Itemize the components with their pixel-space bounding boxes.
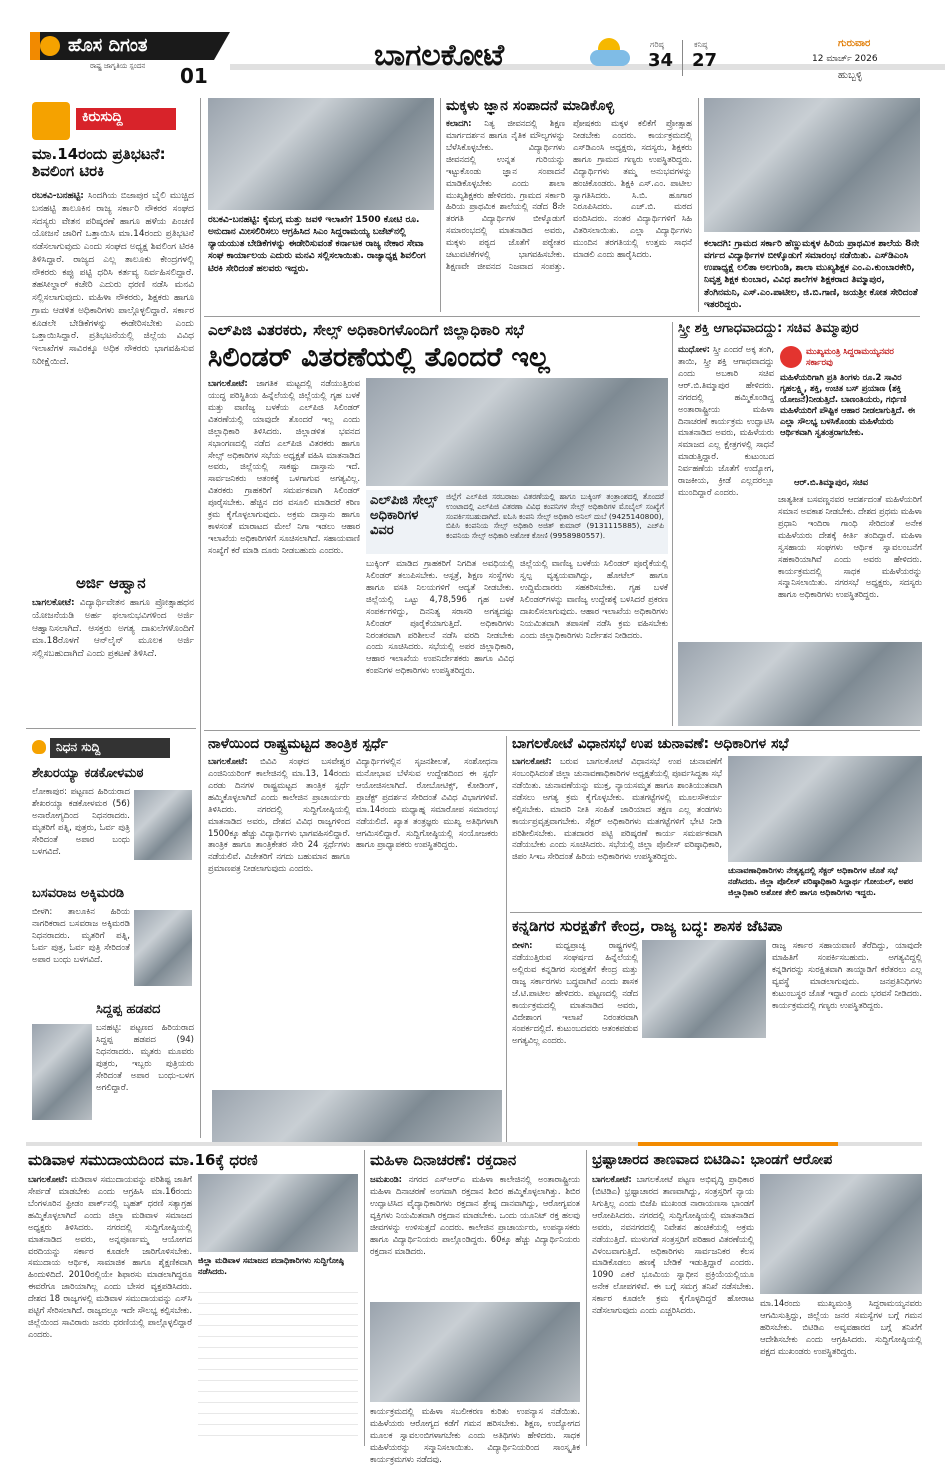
max-temp: 34 xyxy=(648,50,674,71)
rashtra-text-a: ಬಿವಿವಿ ಸಂಘದ ಬಸವೇಶ್ವರ ಎಂಜಿನಿಯರಿಂಗ್ ಕಾಲೇಜಿನಲ್ಲಿ ಮಾ.13, 14ರಂದು ಎರಡು ದಿನಗಳ ರಾಷ್ಟ್ರಮಟ್ಟದ ತಾಂತ್ರಿಕ ಸ್ಪರ್ಧೆ ಹಮ್ಮಿಕೊಳ್ಳಲಾಗಿದೆ ಎಂದು ಕಾಲೇಜಿನ ಪ್ರಾಚಾರ್ಯರು ತಿಳಿಸಿದರು. ನಗರದಲ್ಲಿ ಸುದ್ದಿಗೋಷ್ಠಿಯಲ್ಲಿ ಮಾತನಾಡಿದ ಅವರು, ದೇಶದ ವಿವಿಧ ರಾಜ್ಯಗಳಿಂದ 1500ಕ್ಕೂ ಹೆಚ್ಚು ವಿದ್ಯಾರ್ಥಿಗಳು ಭಾಗವಹಿಸಲಿದ್ದಾರೆ. ತಾಂತ್ರಿಕ ಹಾಗೂ ತಾಂತ್ರಿಕೇತರ ಸೇರಿ 24 ಸ್ಪರ್ಧೆಗಳು ನಡೆಯಲಿವೆ. ವಿಜೇತರಿಗೆ ನಗದು ಬಹುಮಾನ ಹಾಗೂ ಪ್ರಮಾಣಪತ್ರ ನೀಡಲಾಗುವುದು ಎಂದರು. xyxy=(208,756,351,874)
upachunavane-place: ಬಾಗಲಕೋಟೆ: xyxy=(512,756,552,766)
brand-name: ಹೊಸ ದಿಗಂತ xyxy=(68,35,148,56)
school-caption: ಕಲಾದಗಿ: ಗ್ರಾಮದ ಸರ್ಕಾರಿ ಹೆಣ್ಣುಮಕ್ಕಳ ಹಿರಿಯ ಪ್ರಾಥಮಿಕ ಶಾಲೆಯ 8ನೇ ವರ್ಗದ ವಿದ್ಯಾರ್ಥಿಗಳ ಬೀಳ್ಕೊಡುಗೆ ಸಮಾರಂಭ ನಡೆಯಿತು. ಎಸ್‌ಡಿಎಂಸಿ ಉಪಾಧ್ಯಕ್ಷೆ ಲಲಿತಾ ಅಲಗುಂಡಿ, ಶಾಲಾ ಮುಖ್ಯಶಿಕ್ಷಕ ಎಂ.ಎ.ಕುಂಬಾರಕೇರಿ, ನಿವೃತ್ತ ಶಿಕ್ಷಕ ಕುಂಬಾರ, ವಿವಿಧ ಶಾಲೆಗಳ ಶಿಕ್ಷಕರಾದ ತಿಮ್ಮಾಪುರ, ತೆಂಗಿನಮನಿ, ಎಸ್.ಎಂ.ಪಾಟೀಲ, ಜಿ.ಬಿ.ಗಾಣಿ, ಜಯಶ್ರೀ ಕೋತ ಸೇರಿದಂತೆ ಇತರರಿದ್ದರು. xyxy=(704,239,920,310)
meeting-photo xyxy=(366,378,668,486)
madivala-caption: ಜಿಲ್ಲಾ ಮಡಿವಾಳ ಸಮಾಜದ ಪದಾಧಿಕಾರಿಗಳು ಸುದ್ದಿಗೋಷ್ಠಿ ನಡೆಸಿದರು. xyxy=(198,1256,344,1276)
brand-tagline: ರಾಷ್ಟ್ರ ಜಾಗೃತಿಯ ಸ್ಪಂದನ xyxy=(90,62,146,70)
stree-headline: ಸ್ತ್ರೀ ಶಕ್ತಿ ಆಗಾಧವಾದದ್ದು: ಸಚಿವ ತಿಮ್ಮಾಪುರ xyxy=(678,321,859,336)
weavers-caption: ರಬಕವಿ-ಬನಹಟ್ಟಿ: ಕೈಮಗ್ಗ ಮತ್ತು ಜವಳಿ ಇಲಾಖೆಗೆ 1500 ಕೋಟಿ ರೂ. ಅನುದಾನ ಮೀಸಲಿರಿಸಲು ಆಗ್ರಹಿಸಿದ ಸಿಎಂ ಸಿದ್ದರಾಮಯ್ಯ ಬಜೆಟ್‌ನಲ್ಲಿ ನ್ಯಾಯಯುತ ಬೇಡಿಕೆಗಳನ್ನು ಈಡೇರಿಸುವಂತೆ ಕರ್ನಾಟಕ ರಾಜ್ಯ ನೇಕಾರ ಸೇವಾ ಸಂಘ ಕಾರ್ಯಾಲಯ ಎದುರು ಮನವಿ ಸಲ್ಲಿಸಲಾಯಿತು. ರಾಜ್ಯಾಧ್ಯಕ್ಷ ಶಿವಲಿಂಗ ಟಿರಕಿ ಸೇರಿದಂತೆ ಹಲವರು ಇದ್ದರು. xyxy=(208,215,426,274)
makkalu-headline: ಮಕ್ಕಳು ಜ್ಞಾನ ಸಂಪಾದನೆ ಮಾಡಿಕೊಳ್ಳಿ xyxy=(446,98,615,114)
bhrashtachara-body xyxy=(592,1174,754,1446)
quote-mark-icon xyxy=(780,346,802,368)
min-temp-label: ಕನಿಷ್ಠ xyxy=(694,40,708,49)
divider xyxy=(204,730,920,731)
stree-body-b: ಜಾತ್ಯತೀತ ಬಸವಣ್ಣನವರ ಆದರ್ಶದಂತೆ ಮಹಿಳೆಯರಿಗೆ ಸಮಾನ ಅವಕಾಶ ನೀಡಬೇಕು. ದೇಶದ ಪ್ರಥಮ ಮಹಿಳಾ ಪ್ರಧಾನಿ ಇಂದಿರಾ ಗಾಂಧಿ ಸೇರಿದಂತೆ ಅನೇಕ ಮಹಿಳೆಯರು ದೇಶಕ್ಕೆ ಕೀರ್ತಿ ತಂದಿದ್ದಾರೆ. ಮಹಿಳಾ ಸ್ವಸಹಾಯ ಸಂಘಗಳು ಆರ್ಥಿಕ ಸ್ವಾವಲಂಬನೆಗೆ ಸಹಕಾರಿಯಾಗಿವೆ ಎಂದು ಅವರು ಹೇಳಿದರು. ಕಾರ್ಯಕ್ರಮದಲ್ಲಿ ಸಾಧಕ ಮಹಿಳೆಯರನ್ನು ಸನ್ಮಾನಿಸಲಾಯಿತು. ನಗರಸಭೆ ಅಧ್ಯಕ್ಷರು, ಸದಸ್ಯರು ಹಾಗೂ ಅಧಿಕಾರಿಗಳು ಉಪಸ್ಥಿತರಿದ್ದರು. xyxy=(778,494,923,600)
weavers-photo xyxy=(208,98,434,210)
obituary-body: ಲೋಕಾಪುರ: ಪಟ್ಟಣದ ಹಿರಿಯರಾದ ಶೇಖರಯ್ಯಾ ಕಡಕೋಳಮಠ (56) ಅನಾರೋಗ್ಯದಿಂದ ನಿಧನರಾದರು. ಮೃತರಿಗೆ ಪತ್ನಿ, ಪುತ್ರರು, ಓರ್ವ ಪುತ್ರಿ ಸೇರಿದಂತೆ ಅಪಾರ ಬಂಧು ಬಳಗವಿದೆ. xyxy=(32,787,130,858)
brand-orange-flag-icon xyxy=(30,32,40,60)
column-rule xyxy=(698,98,699,312)
lpg-info-box xyxy=(366,490,668,554)
max-temp-label: ಗರಿಷ್ಠ xyxy=(650,40,664,49)
weather-icon xyxy=(590,38,632,70)
madivala-body-b xyxy=(198,1282,358,1446)
temp-divider xyxy=(682,40,683,76)
lpg-box-body: ಜಿಲ್ಲೆಗೆ ಎಲ್‌ಪಿಜಿ ಸರಬರಾಜು ವಿತರಣೆಯಲ್ಲಿ ಹಾಗೂ ಬುಕ್ಕಿಂಗ್ ತಂತ್ರಾಂಶದಲ್ಲಿ ತೊಂದರೆ ಉಂಟಾದಲ್ಲಿ ಎಲ್‌ಪಿಜಿ ವಿತರಣಾ ವಿವಿಧ ಕಂಪನಿಗಳ ಸೇಲ್ಸ್ ಅಧಿಕಾರಿಗಳ ಮೊಬೈಲ್ ಸಂಖ್ಯೆಗೆ ಸಂಪರ್ಕಿಸಬಹುದಾಗಿದೆ. ಐಓಸಿ ಕಂಪನಿ ಸೇಲ್ಸ್ ಅಧಿಕಾರಿ ಅನಿಲ್ ದುಬೆ (9425140800), ಬಿಪಿಸಿ ಕಂಪನಿಯ ಸೇಲ್ಸ್ ಅಧಿಕಾರಿ ಅಜಿತ್ ಕುಮಾರ್ (9131115885), ಎಚ್‌ಪಿ ಕಂಪನಿಯ ಸೇಲ್ಸ್ ಅಧಿಕಾರಿ ಅಶೋಕ ಕೋಣಿ (9958980557). xyxy=(446,492,664,541)
obituary-photo xyxy=(32,1024,92,1120)
makkalu-body xyxy=(446,118,692,312)
madivala-place: ಬಾಗಲಕೋಟೆ: xyxy=(28,1174,68,1184)
cylinder-kicker: ಎಲ್‌ಪಿಜಿ ವಿತರಕರು, ಸೇಲ್ಸ್ ಅಧಿಕಾರಿಗಳೊಂದಿಗೆ ಜಿಲ್ಲಾಧಿಕಾರಿ ಸಭೆ xyxy=(208,321,525,339)
nidhana-section xyxy=(26,734,196,1129)
kirusuddi-headline: ಮಾ.14ರಂದು ಪ್ರತಿಭಟನೆ: ಶಿವಲಿಂಗ ಟಿರಕಿ xyxy=(32,145,166,181)
obituary-name: ಶೇಖರಯ್ಯಾ ಕಡಕೋಳಮಠ xyxy=(32,766,144,781)
obituary-photo xyxy=(134,790,192,860)
column-rule xyxy=(200,98,201,1138)
kirusuddi-body xyxy=(32,190,194,575)
kannadigara-body-b: ರಾಜ್ಯ ಸರ್ಕಾರ ಸಹಾಯವಾಣಿ ತೆರೆದಿದ್ದು, ಯಾವುದೇ ಮಾಹಿತಿಗೆ ಸಂಪರ್ಕಿಸಬಹುದು. ಅಗತ್ಯವಿದ್ದಲ್ಲಿ ಕನ್ನಡಿಗರನ್ನು ಸುರಕ್ಷಿತವಾಗಿ ತಾಯ್ನಾಡಿಗೆ ಕರೆತರಲು ಎಲ್ಲ ವ್ಯವಸ್ಥೆ ಮಾಡಲಾಗುವುದು. ಜನಪ್ರತಿನಿಧಿಗಳು ಕುಟುಂಬಸ್ಥರ ಜೊತೆ ಇದ್ದಾರೆ ಎಂದು ಭರವಸೆ ನೀಡಿದರು. ಕಾರ್ಯಕ್ರಮದಲ್ಲಿ ಗಣ್ಯರು ಉಪಸ್ಥಿತರಿದ್ದರು. xyxy=(772,940,922,1010)
cylinder-headline: ಸಿಲಿಂಡರ್ ವಿತರಣೆಯಲ್ಲಿ ತೊಂದರೆ ಇಲ್ಲ xyxy=(208,342,550,373)
column-rule xyxy=(672,322,673,726)
kirusuddi-place: ರಬಕವಿ-ಬನಹಟ್ಟಿ: xyxy=(32,191,84,201)
madivala-photo xyxy=(198,1174,358,1252)
stree-quote: ಮಹಿಳೆಯರಿಗಾಗಿ ಪ್ರತಿ ತಿಂಗಳು ರೂ.2 ಸಾವಿರ ಗೃಹಲಕ್ಷ್ಮಿ, ಶಕ್ತಿ, ಉಚಿತ ಬಸ್ ಪ್ರಯಾಣ (ಶಕ್ತಿ ಯೋಜನೆ)ನೀಡುತ್ತಿದೆ. ಬಾಣಂತಿಯರು, ಗರ್ಭಿಣಿ ಮಹಿಳೆಯರಿಗೆ ಪೌಷ್ಟಿಕ ಆಹಾರ ನೀಡಲಾಗುತ್ತಿದೆ. ಈ ಎಲ್ಲಾ ಸೌಲಭ್ಯ ಬಳಸಿಕೊಂಡು ಮಹಿಳೆಯರು ಆರ್ಥಿಕವಾಗಿ ಸ್ವತಂತ್ರರಾಗಬೇಕು. xyxy=(780,372,915,437)
bhrashtachara-text: ಬಾಗಲಕೋಟೆ ಪಟ್ಟಣ ಅಭಿವೃದ್ಧಿ ಪ್ರಾಧಿಕಾರ (ಬಿಟಿಡಿಎ) ಭ್ರಷ್ಟಾಚಾರದ ತಾಣವಾಗಿದ್ದು, ಸಂತ್ರಸ್ತರಿಗೆ ನ್ಯಾಯ ಸಿಗುತ್ತಿಲ್ಲ ಎಂದು ಬಿಜೆಪಿ ಮುಖಂಡ ನಾರಾಯಣಸಾ ಭಾಂಡಗೆ ಆರೋಪಿಸಿದರು. ನಗರದಲ್ಲಿ ಸುದ್ದಿಗೋಷ್ಠಿಯಲ್ಲಿ ಮಾತನಾಡಿದ ಅವರು, ನವನಗರದಲ್ಲಿ ನಿವೇಶನ ಹಂಚಿಕೆಯಲ್ಲಿ ಅಕ್ರಮ ನಡೆಯುತ್ತಿದೆ. ಮುಳುಗಡೆ ಸಂತ್ರಸ್ತರಿಗೆ ಪರಿಹಾರ ವಿತರಣೆಯಲ್ಲಿ ವಿಳಂಬವಾಗುತ್ತಿದೆ. ಅಧಿಕಾರಿಗಳು ಸಾರ್ವಜನಿಕರ ಕೆಲಸ ಮಾಡಿಕೊಡಲು ಹಣಕ್ಕೆ ಬೇಡಿಕೆ ಇಡುತ್ತಿದ್ದಾರೆ ಎಂದರು. 1090 ಎಕರೆ ಭೂಮಿಯ ಸ್ವಾಧೀನ ಪ್ರಕ್ರಿಯೆಯಲ್ಲಿಯೂ ಅನೇಕ ಲೋಪಗಳಿವೆ. ಈ ಬಗ್ಗೆ ಸಮಗ್ರ ತನಿಖೆ ನಡೆಸಬೇಕು. ಸರ್ಕಾರ ಕೂಡಲೇ ಕ್ರಮ ಕೈಗೊಳ್ಳದಿದ್ದರೆ ಹೋರಾಟ ನಡೆಸಲಾಗುವುದು ಎಂದು ಎಚ್ಚರಿಸಿದರು. xyxy=(592,1174,754,1316)
divider xyxy=(26,728,196,729)
mahila-body-b: ಕಾರ್ಯಕ್ರಮದಲ್ಲಿ ಮಹಿಳಾ ಸಬಲೀಕರಣ ಕುರಿತು ಉಪನ್ಯಾಸ ನಡೆಯಿತು. ಮಹಿಳೆಯರು ಆರೋಗ್ಯದ ಕಡೆಗೆ ಗಮನ ಹರಿಸಬೇಕು. ಶಿಕ್ಷಣ, ಉದ್ಯೋಗದ ಮೂಲಕ ಸ್ವಾವಲಂಬಿಗಳಾಗಬೇಕು ಎಂದು ಅತಿಥಿಗಳು ಹೇಳಿದರು. ಸಾಧಕ ಮಹಿಳೆಯರನ್ನು ಸನ್ಮಾನಿಸಲಾಯಿತು. ವಿದ್ಯಾರ್ಥಿನಿಯರಿಂದ ಸಾಂಸ್ಕೃತಿಕ ಕಾರ್ಯಕ್ರಮಗಳು ನಡೆದವು. xyxy=(370,1406,580,1464)
stree-photo xyxy=(678,642,922,726)
brand-emblem-icon xyxy=(40,36,60,56)
school-photo xyxy=(704,98,920,232)
color-strip-accent xyxy=(638,1142,838,1146)
column-rule xyxy=(440,98,441,312)
cylinder-body-a xyxy=(208,378,360,724)
min-temp: 27 xyxy=(692,50,718,71)
kannadigara-place: ಬೀಳಗಿ: xyxy=(512,940,533,950)
arji-text: ವಿದ್ಯಾರ್ಥಿವೇತನ ಹಾಗೂ ಪ್ರೋತ್ಸಾಹಧನ ಯೋಜನೆಯಡಿ ಅರ್ಹ ಫಲಾನುಭವಿಗಳಿಂದ ಅರ್ಜಿ ಆಹ್ವಾನಿಸಲಾಗಿದೆ. ಆಸಕ್ತರು ಅಗತ್ಯ ದಾಖಲೆಗಳೊಂದಿಗೆ ಮಾ.18ರೊಳಗೆ ಆನ್‌ಲೈನ್ ಮೂಲಕ ಅರ್ಜಿ ಸಲ್ಲಿಸಬಹುದಾಗಿದೆ ಎಂದು ಪ್ರಕಟಣೆ ತಿಳಿಸಿದೆ. xyxy=(32,598,194,660)
kannadigara-headline: ಕನ್ನಡಿಗರ ಸುರಕ್ಷತೆಗೆ ಕೇಂದ್ರ, ರಾಜ್ಯ ಬದ್ಧ: ಶಾಸಕ ಜೆಟಿಪಾ xyxy=(512,917,783,935)
issue-date: 12 ಮಾರ್ಚ್ 2026 xyxy=(812,54,878,64)
bhrashtachara-headline: ಭ್ರಷ್ಟಾಚಾರದ ತಾಣವಾದ ಬಿಟಿಡಿಎ: ಭಾಂಡಗೆ ಆರೋಪ xyxy=(592,1152,833,1168)
cylinder-text-a: ಜಾಗತಿಕ ಮಟ್ಟದಲ್ಲಿ ನಡೆಯುತ್ತಿರುವ ಯುದ್ಧ ಪರಿಸ್ಥಿತಿಯ ಹಿನ್ನೆಲೆಯಲ್ಲಿ ಜಿಲ್ಲೆಯಲ್ಲಿ ಗೃಹ ಬಳಕೆ ಮತ್ತು ವಾಣಿಜ್ಯ ಬಳಕೆಯ ಎಲ್‌ಪಿಜಿ ಸಿಲಿಂಡರ್ ವಿತರಣೆಯಲ್ಲಿ ಯಾವುದೇ ತೊಂದರೆ ಇಲ್ಲ ಎಂದು ಜಿಲ್ಲಾಧಿಕಾರಿ ತಿಳಿಸಿದರು. ಜಿಲ್ಲಾಡಳಿತ ಭವನದ ಸಭಾಂಗಣದಲ್ಲಿ ನಡೆದ ಎಲ್‌ಪಿಜಿ ವಿತರಕರು ಹಾಗೂ ಸೇಲ್ಸ್ ಅಧಿಕಾರಿಗಳ ಸಭೆಯ ಅಧ್ಯಕ್ಷತೆ ವಹಿಸಿ ಮಾತನಾಡಿದ ಅವರು, ಜಿಲ್ಲೆಯಲ್ಲಿ ಸಾಕಷ್ಟು ದಾಸ್ತಾನು ಇದೆ. ಸಾರ್ವಜನಿಕರು ಆತಂಕಕ್ಕೆ ಒಳಗಾಗುವ ಅಗತ್ಯವಿಲ್ಲ. ವಿತರಕರು ಗ್ರಾಹಕರಿಗೆ ಸಮರ್ಪಕವಾಗಿ ಸಿಲಿಂಡರ್ ಪೂರೈಸಬೇಕು. ಹೆಚ್ಚಿನ ದರ ವಸೂಲಿ ಮಾಡಿದರೆ ಕಠಿಣ ಕ್ರಮ ಕೈಗೊಳ್ಳಲಾಗುವುದು. ಅಕ್ರಮ ದಾಸ್ತಾನು ಹಾಗೂ ಕಾಳಸಂತೆ ಮಾರಾಟದ ಮೇಲೆ ನಿಗಾ ಇಡಲು ಆಹಾರ ಇಲಾಖೆಯ ಅಧಿಕಾರಿಗಳಿಗೆ ಸೂಚಿಸಲಾಗಿದೆ. ಸಹಾಯವಾಣಿ ಸಂಖ್ಯೆಗೆ ಕರೆ ಮಾಡಿ ದೂರು ನೀಡಬಹುದು ಎಂದರು. xyxy=(208,378,360,555)
arji-place: ಬಾಗಲಕೋಟೆ: xyxy=(32,598,75,608)
rashtra-body-b: ವಿದ್ಯಾರ್ಥಿಗಳಲ್ಲಿನ ಸೃಜನಶೀಲತೆ, ಸಂಶೋಧನಾ ಮನೋಭಾವ ಬೆಳೆಸುವ ಉದ್ದೇಶದಿಂದ ಈ ಸ್ಪರ್ಧೆ ಆಯೋಜಿಸಲಾಗಿದೆ. ರೋಬೋಟಿಕ್ಸ್, ಕೋಡಿಂಗ್, ಪ್ರಾಜೆಕ್ಟ್ ಪ್ರದರ್ಶನ ಸೇರಿದಂತೆ ವಿವಿಧ ವಿಭಾಗಗಳಿವೆ. ಮಾ.14ರಂದು ಮಧ್ಯಾಹ್ನ ಸಮಾರೋಪ ಸಮಾರಂಭ ನಡೆಯಲಿದೆ. ಖ್ಯಾತ ತಂತ್ರಜ್ಞರು ಮುಖ್ಯ ಅತಿಥಿಗಳಾಗಿ ಆಗಮಿಸಲಿದ್ದಾರೆ. ಸುದ್ದಿಗೋಷ್ಠಿಯಲ್ಲಿ ಸಂಯೋಜಕರು ಹಾಗೂ ಪ್ರಾಧ್ಯಾಪಕರು ಉಪಸ್ಥಿತರಿದ್ದರು. xyxy=(356,756,498,850)
issue-city: ಹುಬ್ಬಳ್ಳಿ xyxy=(838,70,863,81)
brand-block xyxy=(30,32,230,86)
upachunavane-caption: ಚುನಾವಣಾಧಿಕಾರಿಗಳು ನೇತೃತ್ವದಲ್ಲಿ ಸೆಕ್ಟರ್ ಅಧಿಕಾರಿಗಳ ಜೊತೆ ಸಭೆ ನಡೆಸಿದರು. ಜಿಲ್ಲಾ ಪೊಲೀಸ್ ವರಿಷ್ಠಾಧಿಕಾರಿ ಸಿದ್ದಾರ್ಥ ಗೋಯಲ್, ಅಪರ ಜಿಲ್ಲಾಧಿಕಾರಿ ಅಶೋಕ ತೇಲಿ ಹಾಗೂ ಅಧಿಕಾರಿಗಳು ಇದ್ದರು. xyxy=(728,866,914,897)
kannadigara-text-a: ಮಧ್ಯಪ್ರಾಚ್ಯ ರಾಷ್ಟ್ರಗಳಲ್ಲಿ ನಡೆಯುತ್ತಿರುವ ಸಂಘರ್ಷದ ಹಿನ್ನೆಲೆಯಲ್ಲಿ ಅಲ್ಲಿರುವ ಕನ್ನಡಿಗರ ಸುರಕ್ಷತೆಗೆ ಕೇಂದ್ರ ಮತ್ತು ರಾಜ್ಯ ಸರ್ಕಾರಗಳು ಬದ್ಧವಾಗಿವೆ ಎಂದು ಶಾಸಕ ಜೆ.ಟಿ.ಪಾಟೀಲ ಹೇಳಿದರು. ಪಟ್ಟಣದಲ್ಲಿ ನಡೆದ ಕಾರ್ಯಕ್ರಮದಲ್ಲಿ ಮಾತನಾಡಿದ ಅವರು, ವಿದೇಶಾಂಗ ಇಲಾಖೆ ನಿರಂತರವಾಗಿ ಸಂಪರ್ಕದಲ್ಲಿದೆ. ಕುಟುಂಬದವರು ಆತಂಕಪಡುವ ಅಗತ್ಯವಿಲ್ಲ ಎಂದರು. xyxy=(512,940,638,1046)
obituary-photo xyxy=(134,910,192,986)
kirusuddi-text: ಸಿಂದಗಿಯ ಬಿಜಾಪುರ ಬೈಲಿ ಮುಚ್ಚಿದ ಬನಹಟ್ಟಿ ತಾಲೂಕಿನ ರಾಜ್ಯ ಸರ್ಕಾರಿ ನೌಕರರ ಸಂಘದ ಸದಸ್ಯರು ವೇತನ ಪರಿಷ್ಕರಣೆ ಹಾಗೂ ಹಳೆಯ ಪಿಂಚಣಿ ಯೋಜನೆ ಜಾರಿಗೆ ಒತ್ತಾಯಿಸಿ ಮಾ.14ರಂದು ಪ್ರತಿಭಟನೆ ನಡೆಸಲಾಗುವುದು ಎಂದು ಸಂಘದ ಅಧ್ಯಕ್ಷ ಶಿವಲಿಂಗ ಟಿರಕಿ ತಿಳಿಸಿದ್ದಾರೆ. ರಾಜ್ಯದ ಎಲ್ಲ ತಾಲೂಕು ಕೇಂದ್ರಗಳಲ್ಲಿ ನೌಕರರು ಕಪ್ಪು ಪಟ್ಟಿ ಧರಿಸಿ ಕರ್ತವ್ಯ ನಿರ್ವಹಿಸಲಿದ್ದಾರೆ. ತಹಸೀಲ್ದಾರ್ ಕಚೇರಿ ಎದುರು ಧರಣಿ ನಡೆಸಿ ಮನವಿ ಸಲ್ಲಿಸಲಾಗುವುದು. ಮಹಿಳಾ ನೌಕರರು, ಶಿಕ್ಷಕರು ಹಾಗೂ ಗ್ರಾಮ ಆಡಳಿತ ಅಧಿಕಾರಿಗಳು ಪಾಲ್ಗೊಳ್ಳಲಿದ್ದಾರೆ. ಸರ್ಕಾರ ಕೂಡಲೇ ಬೇಡಿಕೆಗಳನ್ನು ಈಡೇರಿಸಬೇಕು ಎಂದು ಒತ್ತಾಯಿಸಿದ್ದಾರೆ. ಪ್ರತಿಭಟನೆಯಲ್ಲಿ ಜಿಲ್ಲೆಯ ವಿವಿಧ ಇಲಾಖೆಗಳ ಸಾವಿರಕ್ಕೂ ಅಧಿಕ ನೌಕರರು ಭಾಗವಹಿಸುವ ನಿರೀಕ್ಷೆಯಿದೆ. xyxy=(32,191,194,367)
nidhana-label: ನಿಧನ ಸುದ್ದಿ xyxy=(50,738,170,758)
press-meet-photo xyxy=(760,1174,922,1294)
cylinder-body-c: ಜಿಲ್ಲೆಯಲ್ಲಿ ವಾಣಿಜ್ಯ ಬಳಕೆಯ ಸಿಲಿಂಡರ್ ಪೂರೈಕೆಯಲ್ಲಿ ಸ್ವಲ್ಪ ವ್ಯತ್ಯಯವಾಗಿದ್ದು, ಹೋಟೆಲ್ ಹಾಗೂ ಉದ್ದಿಮೆದಾರರು ಸಹಕರಿಸಬೇಕು. ಗೃಹ ಬಳಕೆ ಸಿಲಿಂಡರ್‌ಗಳನ್ನು ವಾಣಿಜ್ಯ ಉದ್ದೇಶಕ್ಕೆ ಬಳಸಿದರೆ ಪ್ರಕರಣ ದಾಖಲಿಸಲಾಗುವುದು. ಆಹಾರ ಇಲಾಖೆಯ ಅಧಿಕಾರಿಗಳು ನಿಯಮಿತವಾಗಿ ತಪಾಸಣೆ ನಡೆಸಿ ಕ್ರಮ ವಹಿಸಬೇಕು ಎಂದು ಜಿಲ್ಲಾಧಿಕಾರಿಗಳು ನಿರ್ದೇಶನ ನೀಡಿದರು. xyxy=(520,558,668,640)
mahila-place: ಜಮಖಂಡಿ: xyxy=(370,1174,403,1184)
masthead xyxy=(0,0,945,92)
obituary-body: ಬನಹಟ್ಟಿ: ಪಟ್ಟಣದ ಹಿರಿಯರಾದ ಸಿದ್ದಪ್ಪ ಹಡಪದ (94) ನಿಧನರಾದರು. ಮೃತರು ಮೂವರು ಪುತ್ರರು, ಇಬ್ಬರು ಪುತ್ರಿಯರು ಸೇರಿದಂತೆ ಅಪಾರ ಬಂಧು-ಬಳಗ ಅಗಲಿದ್ದಾರೆ. xyxy=(96,1023,194,1094)
divider xyxy=(204,316,920,317)
upachunavane-headline: ಬಾಗಲಕೋಟೆ ವಿಧಾನಸಭೆ ಉಪ ಚುನಾವಣೆ: ಅಧಿಕಾರಿಗಳ ಸಭೆ xyxy=(512,736,789,752)
blood-donation-photo xyxy=(370,1302,580,1402)
stree-place: ಮುಧೋಳ: xyxy=(678,344,711,354)
rashtra-headline: ನಾಳೆಯಿಂದ ರಾಷ್ಟ್ರಮಟ್ಟದ ತಾಂತ್ರಿಕ ಸ್ಪರ್ಧೆ xyxy=(208,736,388,752)
column-rule xyxy=(506,736,507,1142)
weekday: ಗುರುವಾರ xyxy=(838,38,871,49)
arji-headline: ಅರ್ಜಿ ಆಹ್ವಾನ xyxy=(76,574,146,592)
stree-text-a: ಸ್ತ್ರೀ ಎಂದರೆ ಅಕ್ಕ ತಂಗಿ, ತಾಯಿ, ಸ್ತ್ರೀ ಶಕ್ತಿ ಆಗಾಧವಾದದ್ದು ಎಂದು ಅಬಕಾರಿ ಸಚಿವ ಆರ್.ಬಿ.ತಿಮ್ಮಾಪುರ ಹೇಳಿದರು. ನಗರದಲ್ಲಿ ಹಮ್ಮಿಕೊಂಡಿದ್ದ ಅಂತಾರಾಷ್ಟ್ರೀಯ ಮಹಿಳಾ ದಿನಾಚರಣೆ ಕಾರ್ಯಕ್ರಮ ಉದ್ಘಾಟಿಸಿ ಮಾತನಾಡಿದ ಅವರು, ಮಹಿಳೆಯರು ಸಮಾಜದ ಎಲ್ಲ ಕ್ಷೇತ್ರಗಳಲ್ಲಿ ಸಾಧನೆ ಮಾಡುತ್ತಿದ್ದಾರೆ. ಕುಟುಂಬದ ನಿರ್ವಹಣೆಯ ಜೊತೆಗೆ ಉದ್ಯೋಗ, ರಾಜಕೀಯ, ಕ್ರೀಡೆ ಎಲ್ಲದರಲ್ಲೂ ಮುಂದಿದ್ದಾರೆ ಎಂದರು. xyxy=(678,344,774,498)
kannadigara-photo xyxy=(642,940,766,1038)
edition-name: ಬಾಗಲಕೋಟೆ xyxy=(374,38,505,73)
madivala-headline: ಮಡಿವಾಳ ಸಮುದಾಯದಿಂದ ಮಾ.16ಕ್ಕೆ ಧರಣಿ xyxy=(28,1151,258,1169)
arji-body xyxy=(32,597,194,715)
mahila-text: ನಗರದ ಎಸ್‌ಆರ್‌ಎ ಮಹಿಳಾ ಕಾಲೇಜಿನಲ್ಲಿ ಅಂತಾರಾಷ್ಟ್ರೀಯ ಮಹಿಳಾ ದಿನಾಚರಣೆ ಅಂಗವಾಗಿ ರಕ್ತದಾನ ಶಿಬಿರ ಹಮ್ಮಿಕೊಳ್ಳಲಾಗಿತ್ತು. ಶಿಬಿರ ಉದ್ಘಾಟಿಸಿದ ವೈದ್ಯಾಧಿಕಾರಿಗಳು ರಕ್ತದಾನ ಶ್ರೇಷ್ಠ ದಾನವಾಗಿದ್ದು, ಆರೋಗ್ಯವಂತ ವ್ಯಕ್ತಿಗಳು ನಿಯಮಿತವಾಗಿ ರಕ್ತದಾನ ಮಾಡಬೇಕು. ಒಂದು ಯೂನಿಟ್ ರಕ್ತ ಹಲವು ಜೀವಗಳನ್ನು ಉಳಿಸುತ್ತದೆ ಎಂದರು. ಕಾಲೇಜಿನ ಪ್ರಾಚಾರ್ಯರು, ಉಪನ್ಯಾಸಕರು ಹಾಗೂ ವಿದ್ಯಾರ್ಥಿನಿಯರು ಪಾಲ್ಗೊಂಡಿದ್ದರು. 60ಕ್ಕೂ ಹೆಚ್ಚು ವಿದ್ಯಾರ್ಥಿನಿಯರು ರಕ್ತದಾನ ಮಾಡಿದರು. xyxy=(370,1174,580,1256)
upachunavane-text: ಬರುವ ಬಾಗಲಕೋಟೆ ವಿಧಾನಸಭೆ ಉಪ ಚುನಾವಣೆಗೆ ಸಂಬಂಧಿಸಿದಂತೆ ಜಿಲ್ಲಾ ಚುನಾವಣಾಧಿಕಾರಿಗಳ ಅಧ್ಯಕ್ಷತೆಯಲ್ಲಿ ಪೂರ್ವಸಿದ್ಧತಾ ಸಭೆ ನಡೆಯಿತು. ಚುನಾವಣೆಯನ್ನು ಮುಕ್ತ, ನ್ಯಾಯಸಮ್ಮತ ಹಾಗೂ ಶಾಂತಿಯುತವಾಗಿ ನಡೆಸಲು ಅಗತ್ಯ ಕ್ರಮ ಕೈಗೊಳ್ಳಬೇಕು. ಮತಗಟ್ಟೆಗಳಲ್ಲಿ ಮೂಲಸೌಕರ್ಯ ಕಲ್ಪಿಸಬೇಕು. ಮಾದರಿ ನೀತಿ ಸಂಹಿತೆ ಜಾರಿಯಾದ ತಕ್ಷಣ ಎಲ್ಲ ತಂಡಗಳು ಕಾರ್ಯಪ್ರವೃತ್ತವಾಗಬೇಕು. ಸೆಕ್ಟರ್ ಅಧಿಕಾರಿಗಳು ಮತಗಟ್ಟೆಗಳಿಗೆ ಭೇಟಿ ನೀಡಿ ಪರಿಶೀಲಿಸಬೇಕು. ಮತದಾರರ ಪಟ್ಟಿ ಪರಿಷ್ಕರಣೆ ಕಾರ್ಯ ಸಮರ್ಪಕವಾಗಿ ನಡೆಯಬೇಕು ಎಂದು ಸೂಚಿಸಿದರು. ಸಭೆಯಲ್ಲಿ ಜಿಲ್ಲಾ ಪೊಲೀಸ್ ವರಿಷ್ಠಾಧಿಕಾರಿ, ಜಿಪಂ ಸಿಇಒ ಸೇರಿದಂತೆ ಹಿರಿಯ ಅಧಿಕಾರಿಗಳು ಉಪಸ್ಥಿತರಿದ್ದರು. xyxy=(512,756,722,862)
divider xyxy=(510,912,922,913)
nidhana-lamp-icon xyxy=(32,740,46,754)
rashtra-photo xyxy=(212,1090,502,1142)
kirusuddi-section xyxy=(26,98,196,720)
cylinder-body-b: ಬುಕ್ಕಿಂಗ್ ಮಾಡಿದ ಗ್ರಾಹಕರಿಗೆ ನಿಗದಿತ ಅವಧಿಯಲ್ಲಿ ಸಿಲಿಂಡರ್ ತಲುಪಿಸಬೇಕು. ಆಸ್ಪತ್ರೆ, ಶಿಕ್ಷಣ ಸಂಸ್ಥೆಗಳು ಹಾಗೂ ವಸತಿ ನಿಲಯಗಳಿಗೆ ಆದ್ಯತೆ ನೀಡಬೇಕು. ಜಿಲ್ಲೆಯಲ್ಲಿ ಒಟ್ಟು 4,78,596 ಗೃಹ ಬಳಕೆ ಸಂಪರ್ಕಗಳಿದ್ದು, ದಿನನಿತ್ಯ ಸರಾಸರಿ ಅಗತ್ಯದಷ್ಟು ಸಿಲಿಂಡರ್ ಪೂರೈಕೆಯಾಗುತ್ತಿದೆ. ಅಧಿಕಾರಿಗಳು ನಿರಂತರವಾಗಿ ಪರಿಶೀಲನೆ ನಡೆಸಿ ವರದಿ ನೀಡಬೇಕು ಎಂದು ಸೂಚಿಸಿದರು. ಸಭೆಯಲ್ಲಿ ಅಪರ ಜಿಲ್ಲಾಧಿಕಾರಿ, ಆಹಾರ ಇಲಾಖೆಯ ಉಪನಿರ್ದೇಶಕರು ಹಾಗೂ ವಿವಿಧ ಕಂಪನಿಗಳ ಅಧಿಕಾರಿಗಳು ಉಪಸ್ಥಿತರಿದ್ದರು. xyxy=(366,558,514,676)
upachunavane-body xyxy=(512,756,722,912)
stree-body-a xyxy=(678,344,774,638)
election-meeting-photo xyxy=(728,756,922,862)
bhrashtachara-body-b: ಮಾ.14ರಂದು ಮುಖ್ಯಮಂತ್ರಿ ಸಿದ್ದರಾಮಯ್ಯನವರು ಆಗಮಿಸುತ್ತಿದ್ದು, ಜಿಲ್ಲೆಯ ಜನರ ಸಮಸ್ಯೆಗಳ ಬಗ್ಗೆ ಗಮನ ಹರಿಸಬೇಕು. ಬಿಟಿಡಿಎ ಅವ್ಯವಹಾರದ ಬಗ್ಗೆ ತನಿಖೆಗೆ ಆದೇಶಿಸಬೇಕು ಎಂದು ಆಗ್ರಹಿಸಿದರು. ಸುದ್ದಿಗೋಷ್ಠಿಯಲ್ಲಿ ಪಕ್ಷದ ಮುಖಂಡರು ಉಪಸ್ಥಿತರಿದ್ದರು. xyxy=(760,1298,922,1356)
makkalu-place: ಕಲಾದಗಿ: xyxy=(446,118,472,128)
madivala-text: ಮಡಿವಾಳ ಸಮುದಾಯವನ್ನು ಪರಿಶಿಷ್ಟ ಜಾತಿಗೆ ಸೇರ್ಪಡೆ ಮಾಡಬೇಕು ಎಂದು ಆಗ್ರಹಿಸಿ ಮಾ.16ರಂದು ಬೆಂಗಳೂರಿನ ಫ್ರೀಡಂ ಪಾರ್ಕ್‌ನಲ್ಲಿ ಬೃಹತ್ ಧರಣಿ ಸತ್ಯಾಗ್ರಹ ಹಮ್ಮಿಕೊಳ್ಳಲಾಗಿದೆ ಎಂದು ಜಿಲ್ಲಾ ಮಡಿವಾಳ ಸಮಾಜದ ಅಧ್ಯಕ್ಷರು ತಿಳಿಸಿದರು. ನಗರದಲ್ಲಿ ಸುದ್ದಿಗೋಷ್ಠಿಯಲ್ಲಿ ಮಾತನಾಡಿದ ಅವರು, ಅನ್ನಪೂರ್ಣಮ್ಮ ಆಯೋಗದ ವರದಿಯನ್ನು ಸರ್ಕಾರ ಕೂಡಲೇ ಜಾರಿಗೊಳಿಸಬೇಕು. ಸಮುದಾಯ ಆರ್ಥಿಕ, ಸಾಮಾಜಿಕ ಹಾಗೂ ಶೈಕ್ಷಣಿಕವಾಗಿ ಹಿಂದುಳಿದಿದೆ. 2010ರಲ್ಲಿಯೇ ಶಿಫಾರಸು ಮಾಡಲಾಗಿದ್ದರೂ ಈವರೆಗೂ ಜಾರಿಯಾಗಿಲ್ಲ ಎಂದು ಬೇಸರ ವ್ಯಕ್ತಪಡಿಸಿದರು. ದೇಶದ 18 ರಾಜ್ಯಗಳಲ್ಲಿ ಮಡಿವಾಳ ಸಮುದಾಯವನ್ನು ಎಸ್‌ಸಿ ಪಟ್ಟಿಗೆ ಸೇರಿಸಲಾಗಿದೆ. ರಾಜ್ಯದಲ್ಲೂ ಇದೇ ಸೌಲಭ್ಯ ಕಲ್ಪಿಸಬೇಕು. ಜಿಲ್ಲೆಯಿಂದ ಸಾವಿರಾರು ಜನರು ಧರಣಿಯಲ್ಲಿ ಪಾಲ್ಗೊಳ್ಳಲಿದ್ದಾರೆ ಎಂದರು. xyxy=(28,1174,192,1339)
mahila-body xyxy=(370,1174,580,1298)
column-rule xyxy=(586,1150,587,1446)
kirusuddi-label: ಕಿರುಸುದ್ದಿ xyxy=(76,108,176,130)
cylinder-place: ಬಾಗಲಕೋಟೆ: xyxy=(208,378,248,388)
madivala-body-a xyxy=(28,1174,192,1446)
stree-quote-box xyxy=(778,344,922,490)
stree-quote-by: ಆರ್.ಬಿ.ತಿಮ್ಮಾಪುರ, ಸಚಿವ xyxy=(794,477,868,487)
kannadigara-body-a xyxy=(512,940,638,1142)
obituary-name: ಸಿದ್ದಪ್ಪ ಹಡಪದ xyxy=(96,1002,161,1017)
lpg-box-title: ಎಲ್‌ಪಿಜಿ ಸೇಲ್ಸ್ ಅಧಿಕಾರಿಗಳ ವಿವರ xyxy=(370,493,438,538)
mahila-headline: ಮಹಿಳಾ ದಿನಾಚರಣೆ: ರಕ್ತದಾನ xyxy=(370,1151,517,1169)
bhrashtachara-place: ಬಾಗಲಕೋಟೆ: xyxy=(592,1174,632,1184)
rashtra-place: ಬಾಗಲಕೋಟೆ: xyxy=(208,756,248,766)
obituary-name: ಬಸವರಾಜ ಅಕ್ಕಿಮರಡಿ xyxy=(32,886,125,901)
page-number: 01 xyxy=(180,64,208,88)
kirusuddi-hand-icon xyxy=(32,102,70,140)
obituary-body: ಬೀಳಗಿ: ತಾಲೂಕಿನ ಹಿರಿಯ ನಾಗರಿಕರಾದ ಬಸವರಾಜ ಅಕ್ಕಿಮರಡಿ ನಿಧನರಾದರು. ಮೃತರಿಗೆ ಪತ್ನಿ, ಓರ್ವ ಪುತ್ರ, ಓರ್ವ ಪುತ್ರಿ ಸೇರಿದಂತೆ ಅಪಾರ ಬಂಧು ಬಳಗವಿದೆ. xyxy=(32,907,130,966)
stree-quote-title: ಮುಖ್ಯಮಂತ್ರಿ ಸಿದ್ದರಾಮಯ್ಯನವರ ಸರ್ಕಾರವು xyxy=(806,346,894,367)
column-rule xyxy=(364,1150,365,1446)
makkalu-text: ನಿತ್ಯ ಜೀವನದಲ್ಲಿ ಶಿಕ್ಷಣ ಮಾರ್ಗದರ್ಶನ ಹಾಗೂ ನೈತಿಕ ಮೌಲ್ಯಗಳನ್ನು ಬೆಳೆಸಿಕೊಳ್ಳಬೇಕು. ವಿದ್ಯಾರ್ಥಿಗಳು ಜೀವನದಲ್ಲಿ ಉನ್ನತ ಗುರಿಯನ್ನು ಇಟ್ಟುಕೊಂಡು ಜ್ಞಾನ ಸಂಪಾದನೆ ಮಾಡಿಕೊಳ್ಳಬೇಕು ಎಂದು ಶಾಲಾ ಮುಖ್ಯಶಿಕ್ಷಕರು ಹೇಳಿದರು. ಗ್ರಾಮದ ಸರ್ಕಾರಿ ಹಿರಿಯ ಪ್ರಾಥಮಿಕ ಶಾಲೆಯಲ್ಲಿ ನಡೆದ 8ನೇ ತರಗತಿ ವಿದ್ಯಾರ್ಥಿಗಳ ಬೀಳ್ಕೊಡುಗೆ ಸಮಾರಂಭದಲ್ಲಿ ಮಾತನಾಡಿದ ಅವರು, ಮಕ್ಕಳು ಪಠ್ಯದ ಜೊತೆಗೆ ಪಠ್ಯೇತರ ಚಟುವಟಿಕೆಗಳಲ್ಲಿ ಭಾಗವಹಿಸಬೇಕು. ಶಿಕ್ಷಣವೇ ಜೀವನದ ನಿಜವಾದ ಸಂಪತ್ತು. ಪೋಷಕರು ಮಕ್ಕಳ ಕಲಿಕೆಗೆ ಪ್ರೋತ್ಸಾಹ ನೀಡಬೇಕು ಎಂದರು. ಕಾರ್ಯಕ್ರಮದಲ್ಲಿ ಎಸ್‌ಡಿಎಂಸಿ ಅಧ್ಯಕ್ಷರು, ಸದಸ್ಯರು, ಶಿಕ್ಷಕರು ಹಾಗೂ ಗ್ರಾಮದ ಗಣ್ಯರು ಉಪಸ್ಥಿತರಿದ್ದರು. ವಿದ್ಯಾರ್ಥಿಗಳು ತಮ್ಮ ಅನುಭವಗಳನ್ನು ಹಂಚಿಕೊಂಡರು. ಶಿಕ್ಷಕಿ ಎಸ್.ಎಂ. ಪಾಟೀಲ ಸ್ವಾಗತಿಸಿದರು. ಸಿ.ಬಿ. ಹೂಗಾರ ನಿರೂಪಿಸಿದರು. ಎಚ್.ಬಿ. ಮಠದ ವಂದಿಸಿದರು. ನಂತರ ವಿದ್ಯಾರ್ಥಿಗಳಿಗೆ ಸಿಹಿ ವಿತರಿಸಲಾಯಿತು. ಎಲ್ಲಾ ವಿದ್ಯಾರ್ಥಿಗಳು ಮುಂದಿನ ತರಗತಿಯಲ್ಲಿ ಉತ್ತಮ ಸಾಧನೆ ಮಾಡಲಿ ಎಂದು ಹಾರೈಸಿದರು. xyxy=(446,118,692,272)
rashtra-body-a xyxy=(208,756,350,1086)
